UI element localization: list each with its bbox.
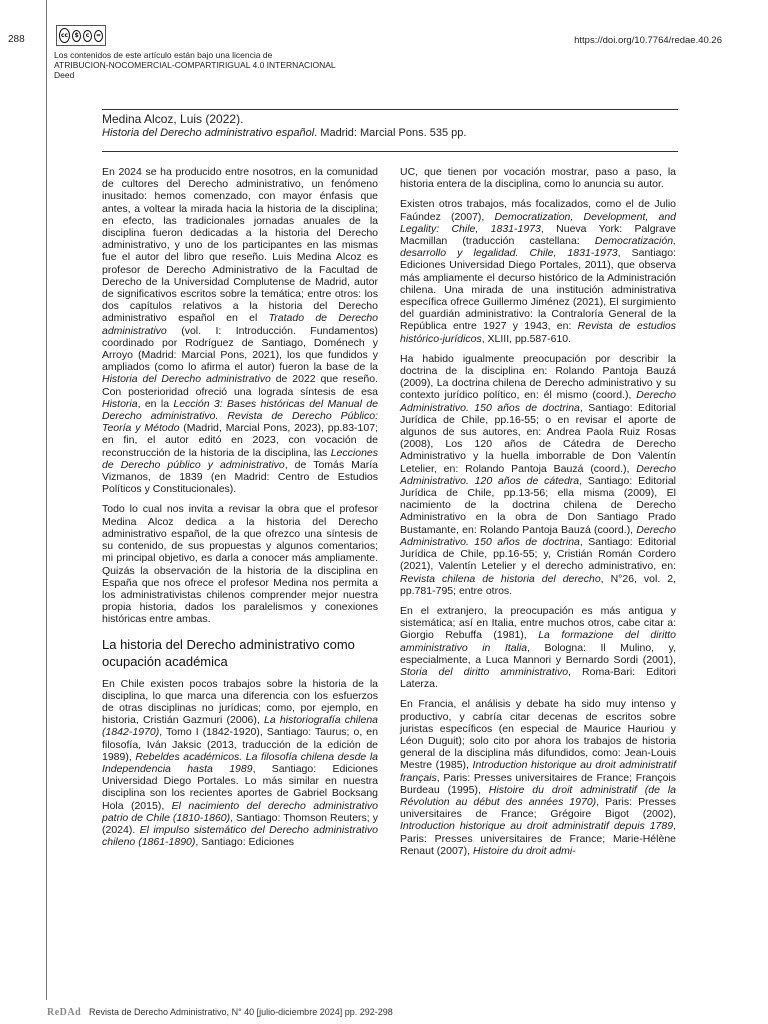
text-run: Existen otros trabajos, más focalizados, como el de Julio Faúndez (2007), (400, 198, 676, 223)
text-run: En Francia, el análisis y debate ha sido muy intenso y productivo, y cabría citar decenas de escritos sobre juristas específicos (en especial de Maurice Hauriou y Léon Duguit); solo cito por ahora los trabajos de historia general de la disciplina más difundidos, como: Jean-Louis Mestre (1985), (400, 698, 676, 772)
divider-bottom (102, 151, 678, 152)
italic-run: Democratization, Development, and Legality: Chile, 1831-1973 (400, 210, 677, 235)
italic-run: Lecciones de Derecho público y administrativo (102, 446, 378, 471)
left-column (102, 166, 378, 856)
text-run: En Chile existen pocos trabajos sobre la historia de la disciplina, lo que marca una diferencia con los esfuerzos de otras disciplinas no jurídicas; como, por ejemplo, en historia, Cristián Gazmuri (2006), (102, 677, 378, 727)
paragraph (400, 698, 676, 857)
text-run: de 2022 que reseño. Con posterioridad ofreció una lograda síntesis de esa (102, 373, 378, 398)
italic-run: La historiografía chilena (1842-1970) (102, 714, 378, 739)
italic-run: Derecho Administrativo. 150 años de doctrina (400, 523, 676, 548)
text-run: , Santiago: Ediciones Universidad Diego Portales, 2011), que observa más ampliamente el decurso histórico de la Administración chilena. Una mirada de una institución administrativa específica ofrece Guillermo Jiménez (2021), El surgimiento del guardián administrativo: la Contraloría General de la República entre 1927 y 1943, en: (400, 247, 676, 333)
italic-run: Introduction historique au droit administratif depuis 1789 (400, 820, 674, 833)
text-run: , Santiago: Ediciones Universidad Diego Portales. Lo más similar en nuestra disciplina son los recientes aportes de Gabriel Bocksang Hola (2015), (102, 762, 378, 812)
italic-run: Introduction historique au droit administratif français (400, 759, 676, 784)
cc-by-nc-sa-icon (56, 25, 106, 46)
text-run: UC, que tienen por vocación mostrar, paso a paso, la historia entera de la disciplina, como lo anuncia su autor. (400, 166, 676, 191)
paragraph (400, 166, 676, 190)
page-number: 288 (8, 34, 25, 45)
equal-icon: = (94, 30, 103, 42)
paragraph (102, 166, 378, 495)
text-run: Todo lo cual nos invita a revisar la obra que el profesor Medina Alcoz dedica a la historia del Derecho administrativo español, de la que ofrezco una síntesis de su contenido, de sus propuestas y algunos comentarios; mi principal objetivo, es darla a conocer más ampliamente. Quizás la observación de la historia de la disciplina en España que nos ofrece el profesor Medina nos permita a los administrativistas chilenos comprender mejor nuestra propia historia, dados los paralelismos y conexiones históricas entre ambas. (102, 503, 378, 626)
italic-run: Derecho Administrativo. 150 años de doctrina (400, 389, 676, 414)
license-line[interactable]: Deed (54, 70, 75, 80)
italic-run: Democratización, desarrollo y legalidad. Chile, 1831-1973 (400, 235, 676, 260)
text-run: , Nueva York: Palgrave Macmillan (traducción castellana: (400, 222, 676, 248)
text-run: , Santiago: Editorial Jurídica de Chile, pp.16-55; y, Cristián Román Cordero (2021), Valentín Letelier y el derecho administrativo, en: (400, 535, 676, 573)
book-title: Historia del Derecho administrativo español (102, 127, 315, 139)
text-run: , en la (137, 397, 174, 410)
paragraph (102, 503, 378, 625)
italic-run: Derecho Administrativo. 120 años de cátedra (400, 462, 676, 487)
divider-top (102, 109, 678, 110)
paragraph (400, 605, 676, 690)
text-run: , Paris: Presses universitaires de France; Grégoire Bigot (2002), (400, 795, 677, 821)
right-column (400, 166, 676, 865)
text-run: , Santiago: Ediciones (195, 836, 295, 849)
italic-run: Historia (102, 397, 138, 410)
italic-run: Revista chilena de historia del derecho (400, 572, 601, 585)
paragraph (102, 678, 378, 849)
nc-icon: $ (72, 30, 81, 42)
italic-run: El nacimiento del derecho administrativo patrio de Chile (1810-1860) (102, 799, 379, 824)
text-run: , Santiago: Thomson Reuters; y (2024). (102, 811, 378, 836)
book-author-year: Medina Alcoz, Luis (2022). (102, 112, 244, 126)
italic-run: Revista de estudios histórico-jurídicos (400, 320, 676, 345)
italic-run: Lección 3: Bases históricas del Manual de Derecho administrativo. Revista de Derecho Público: Teoría y Método (102, 397, 378, 435)
italic-run: Storia del diritto amministrativo (400, 665, 569, 678)
text-run: En el extranjero, la preocupación es más antigua y sistemática; así en Italia, entre muchos otros, cabe citar a: Giorgio Rebuffa (1981), (400, 604, 676, 642)
paragraph (400, 198, 676, 344)
text-run: (Madrid, Marcial Pons, 2023), pp.83-107; en fin, el autor editó en 2023, con vocación de reconstrucción de la historia de la disciplina, las (102, 422, 378, 459)
text-run: , Santiago: Editorial Jurídica de Chile, pp.16-55; o en revisar el aporte de algunos de sus autores, en: Andrea Paola Ruiz Rosas (2008), Los 120 años de Cátedra de Derecho Administrativo y la huella imborrable de Don Valentín Letelier, en: Rolando Pantoja Bauzá (coord.), (400, 401, 676, 475)
license-notice (54, 50, 336, 80)
license-line: Los contenidos de este artículo están bajo una licencia de (54, 50, 273, 60)
text-run: En 2024 se ha producido entre nosotros, en la comunidad de cultores del Derecho administrativo, un fenómeno inusitado: hemos comenzado, con mayor énfasis que antes, a voltear la mirada hacia la historia de la disciplina; en efecto, las tradicionales jornadas anuales de la disciplina fueron dedicadas a la historia del Derecho administrativo, y uno de los participantes en las mismas fue el autor del libro que reseño. Luis Medina Alcoz es profesor de Derecho Administrativo de la Facultad de Derecho de la Universidad Complutense de Madrid, autor de significativos escritos sobre la temática; entre otros: los dos capítulos relativos a la historia del Derecho administrativo español en el (102, 166, 378, 325)
text-run: , Tomo I (1842-1920), Santiago: Taurus; o, en filosofía, Iván Jaksic (2013, traducción de la edición de 1989), (102, 726, 378, 763)
license-line[interactable]: ATRIBUCION-NOCOMERCIAL-COMPARTIRIGUAL 4.0 INTERNACIONAL (54, 60, 336, 70)
text-run: , XLIII, pp.587-610. (481, 332, 572, 345)
book-reference (102, 127, 466, 139)
italic-run: Histoire du droit admi- (472, 844, 576, 857)
text-run: , Roma-Bari: Editori Laterza. (400, 665, 676, 691)
text-run: Ha habido igualmente preocupación por describir la doctrina de la disciplina en: Rolando Pantoja Bauzá (2009), La doctrina chilena de Derecho administrativo y su contexto jurídico político, en: él mismo (coord.), (400, 352, 676, 402)
italic-run: La formazione del diritto amministrativo in Italia (400, 629, 676, 654)
italic-run: Rebeldes académicos. La filosofía chilena desde la Independencia hasta 1989 (102, 750, 378, 775)
italic-run: El impulso sistemático del Derecho administrativo chileno (1861-1890) (102, 823, 378, 849)
sa-icon: c (83, 30, 92, 42)
italic-run: Histoire du droit administratif (de la Révolution au début des années 1970) (400, 783, 676, 808)
book-publisher: . Madrid: Marcial Pons. 535 pp. (314, 127, 467, 139)
text-run: , de Tomás María Vizmanos, de 1839 (en Madrid: Centro de Estudios Políticos y Constitucionales). (102, 458, 378, 496)
journal-citation: Revista de Derecho Administrativo, N° 40 [julio-diciembre 2024] pp. 292-298 (89, 1007, 393, 1017)
text-run: , Bologna: Il Mulino, y, especialmente, a Luca Mannori y Bernardo Sordi (2001), (400, 641, 676, 666)
margin-rule (46, 0, 47, 1000)
text-run: , Santiago: Editorial Jurídica de Chile, pp.13-56; ella misma (2009), El nacimiento de la doctrina chilena de Derecho Administrativo en la obra de Don Santiago Prado Bustamante, en: Rolando Pantoja Bauzá (coord.), (400, 474, 677, 536)
italic-run: Tratado de Derecho administrativo (102, 312, 379, 337)
italic-run: Historia del Derecho administrativo (102, 373, 271, 386)
paragraph (400, 353, 676, 597)
doi-link[interactable]: https://doi.org/10.7764/redae.40.26 (574, 35, 722, 46)
text-run: , N°26, vol. 2, pp.781-795; entre otros. (400, 572, 676, 597)
text-run: (vol. I: Introducción. Fundamentos) coordinado por Rodríguez de Santiago, Doménech y Arroyo (Madrid: Marcial Pons, 2021), los que fundidos y ampliados (como lo afirma el autor) fueron la base de la (102, 324, 378, 374)
text-run: , Paris: Presses universitaires de France; Marie-Hélène Renaut (2007), (400, 820, 676, 857)
text-run: , Paris: Presses universitaires de France; François Burdeau (1995), (400, 771, 676, 796)
cc-icon: cc (59, 28, 70, 43)
section-heading: La historia del Derecho administrativo como ocupación académica (102, 636, 355, 669)
journal-logo: ReDAd (47, 1007, 82, 1018)
